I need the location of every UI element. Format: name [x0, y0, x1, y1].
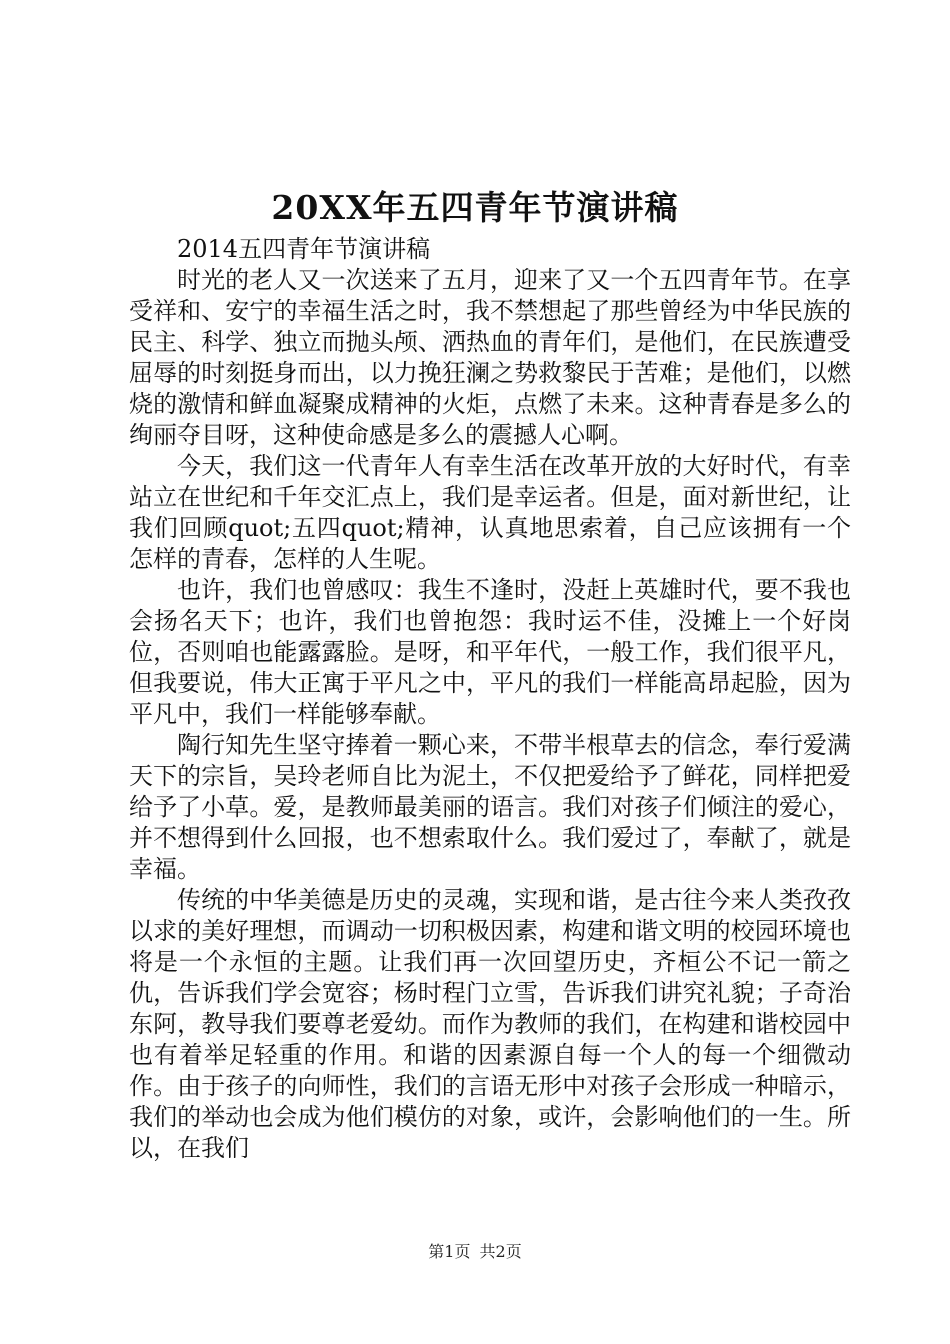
paragraph-4: 陶行知先生坚守捧着一颗心来，不带半根草去的信念，奉行爱满天下的宗旨，吴玲老师自比为泥土，不仅把爱给予了鲜花，同样把爱给予了小草。爱，是教师最美丽的语言。我们对孩子们倾注的爱心，并不想得到什么回报，也不想索取什么。我们爱过了，奉献了，就是幸福。 [129, 731, 851, 883]
document-subtitle: 2014五四青年节演讲稿 [177, 235, 431, 263]
page-footer [0, 1240, 950, 1264]
page-total: 共2页 [479, 1242, 522, 1261]
paragraph-5: 传统的中华美德是历史的灵魂，实现和谐，是古往今来人类孜孜以求的美好理想，而调动一切积极因素，构建和谐文明的校园环境也将是一个永恒的主题。让我们再一次回望历史，齐桓公不记一箭之仇，告诉我们学会宽容；杨时程门立雪，告诉我们讲究礼貌；子奇治东阿，教导我们要尊老爱幼。而作为教师的我们，在构建和谐校园中也有着举足轻重的作用。和谐的因素源自每一个人的每一个细微动作。由于孩子的向师性，我们的言语无形中对孩子会形成一种暗示，我们的举动也会成为他们模仿的对象，或许，会影响他们的一生。所以，在我们 [129, 886, 851, 1162]
paragraph-3: 也许，我们也曾感叹：我生不逢时，没赶上英雄时代，要不我也会扬名天下；也许，我们也曾抱怨：我时运不佳，没摊上一个好岗位，否则咱也能露露脸。是呀，和平年代，一般工作，我们很平凡，但我要说，伟大正寓于平凡之中，平凡的我们一样能高昂起脸，因为平凡中，我们一样能够奉献。 [129, 576, 851, 728]
document-title: 20XX年五四青年节演讲稿 [271, 188, 679, 227]
paragraph-1: 时光的老人又一次送来了五月，迎来了又一个五四青年节。在享受祥和、安宁的幸福生活之时，我不禁想起了那些曾经为中华民族的民主、科学、独立而抛头颅、洒热血的青年们，是他们，在民族遭受屈辱的时刻挺身而出，以力挽狂澜之势救黎民于苦难；是他们，以燃烧的激情和鲜血凝聚成精神的火炬，点燃了未来。这种青春是多么的绚丽夺目呀，这种使命感是多么的震撼人心啊。 [129, 266, 851, 449]
page-number: 第1页 [428, 1242, 471, 1261]
document-body [129, 234, 851, 1164]
paragraph-2: 今天，我们这一代青年人有幸生活在改革开放的大好时代，有幸站立在世纪和千年交汇点上，我们是幸运者。但是，面对新世纪，让我们回顾quot;五四quot;精神，认真地思索着，自己应该拥有一个怎样的青春，怎样的人生呢。 [129, 452, 851, 573]
